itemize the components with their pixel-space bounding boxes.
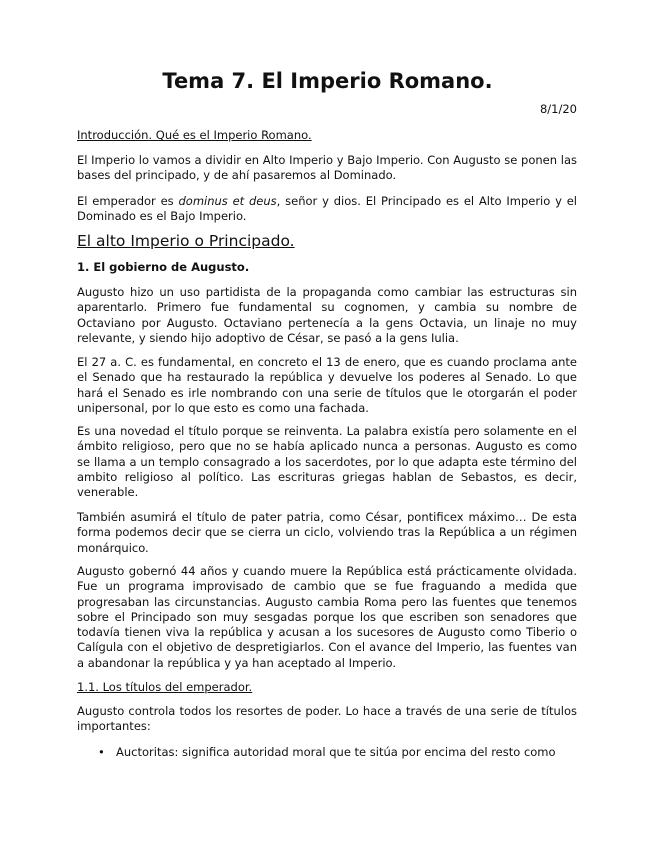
bullet-item-1: Auctoritas: significa autoridad moral que te sitúa por encima del resto como bbox=[116, 745, 556, 759]
paragraph-2 bbox=[77, 194, 577, 225]
intro-heading: Introducción. Qué es el Imperio Romano. bbox=[77, 128, 312, 142]
paragraph-1: El Imperio lo vamos a dividir en Alto Imperio y Bajo Imperio. Con Augusto se ponen las bases del principado, y de ahí pasaremos al Dominado. bbox=[77, 153, 577, 183]
paragraph-4: El 27 a. C. es fundamental, en concreto el 13 de enero, que es cuando proclama ante el Senado que ha restaurado la república y devuelve los poderes al Senado. Lo que hará el Senado es irle nombrando con una serie de títulos que le otorgarán el poder unipersonal, por lo que esto es como una fachada. bbox=[77, 355, 577, 415]
paragraph-3: Augusto hizo un uso partidista de la propaganda como cambiar las estructuras sin aparentarlo. Primero fue fundamental su cognomen, y cambia su nombre de Octaviano por Augusto. Octaviano pertenecía a la gens Octavia, un linaje no muy relevante, y siendo hijo adoptivo de César, se pasó a la gens Iulia. bbox=[77, 285, 577, 345]
paragraph-2-emphasis: dominus et deus bbox=[178, 194, 277, 208]
section-heading: El alto Imperio o Principado. bbox=[77, 232, 295, 250]
paragraph-5: Es una novedad el título porque se reinventa. La palabra existía pero solamente en el ámbito religioso, pero que no se había aplicado nunca a personas. Augusto es como se llama a un templo consagrado a los sacerdotes, por lo que adapta este término del ambito religioso al político. Las escrituras griegas hablan de Sebastos, es decir, venerable. bbox=[77, 424, 577, 500]
sub-heading: 1. El gobierno de Augusto. bbox=[77, 260, 250, 274]
document-title: Tema 7. El Imperio Romano. bbox=[162, 69, 493, 93]
bullet-point-icon: • bbox=[98, 745, 105, 759]
sub-heading-2: 1.1. Los títulos del emperador. bbox=[77, 680, 253, 694]
document-date: 8/1/20 bbox=[539, 102, 577, 116]
paragraph-2-start: El emperador es bbox=[77, 194, 179, 208]
paragraph-2-end: , señor y dios. El Principado es el Alto Imperio y el Dominado es el Bajo Imperio. bbox=[77, 194, 577, 224]
paragraph-7: Augusto gobernó 44 años y cuando muere la República está prácticamente olvidada. Fue un programa improvisado de cambio que se fue fraguando a medida que progresaban las circunstancias. Augusto cambia Roma pero las fuentes que tenemos sobre el Principado son muy sesgadas porque los que escriben son senadores que todavía tienen viva la república y acusan a los sucesores de Augusto como Tiberio o Calígula con el objetivo de despretigiarlos. Con el avance del Imperio, las fuentes van a abandonar la república y ya han aceptado al Imperio. bbox=[77, 564, 577, 670]
paragraph-6: También asumirá el título de pater patria, como César, pontificex máximo… De esta forma podemos decir que se cierra un ciclo, volviendo tras la República a un régimen monárquico. bbox=[77, 510, 577, 555]
paragraph-8: Augusto controla todos los resortes de poder. Lo hace a través de una serie de títulos importantes: bbox=[77, 704, 577, 734]
